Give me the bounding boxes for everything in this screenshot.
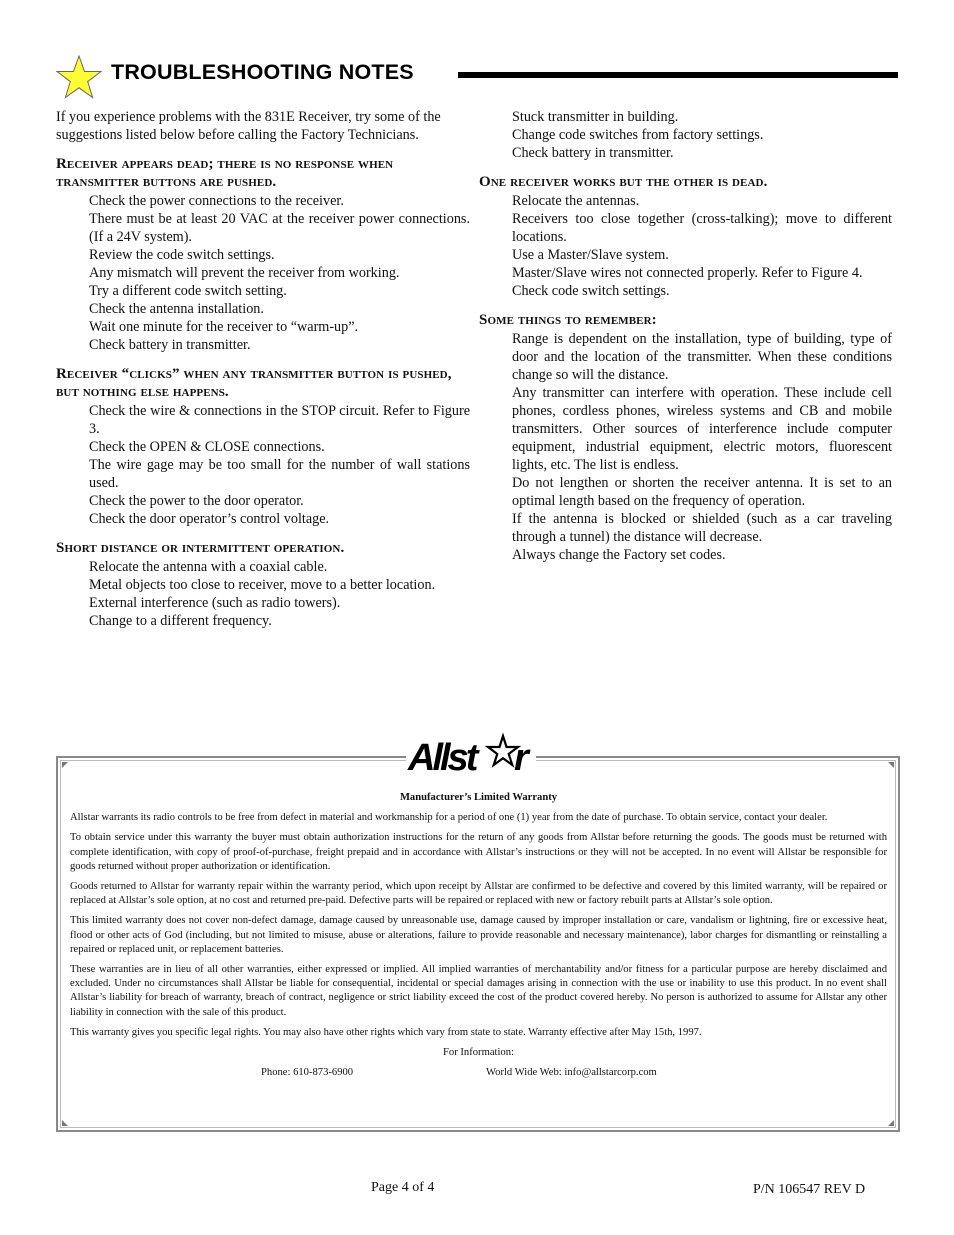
list-item: Check the power to the door operator. [89, 493, 304, 509]
section-receiver-clicks [56, 365, 470, 528]
item-list [479, 330, 892, 564]
warranty-paragraph: Allstar warrants its radio controls to be free from defect in material and workmanship for a period of one (1) year from the date of purchase. To obtain service, contact your dealer. [70, 812, 828, 824]
section-receiver-dead [56, 155, 470, 354]
list-item: Do not lengthen or shorten the receiver antenna. It is set to an optimal length based on the frequency of operation. [512, 475, 892, 509]
corner-mark [888, 762, 894, 768]
phone-number: Phone: 610-873-6900 [261, 1067, 354, 1079]
item-list [479, 108, 892, 162]
list-item: Range is dependent on the installation, type of building, type of door and the location of the transmitter. When these conditions change so will the distance. [512, 331, 892, 383]
left-column [56, 108, 470, 630]
section-one-receiver-dead [479, 173, 892, 300]
list-item: Any transmitter can interfere with operation. These include cell phones, cordless phones, wireless systems and CB and mobile transmitters. Other sources of interference include computer equipment, industrial equipment, electric motors, fluorescent lights, etc. The list is endless. [512, 385, 892, 473]
list-item: Change code switches from factory settings. [512, 127, 764, 143]
list-item: Change to a different frequency. [89, 613, 272, 629]
warranty-box [56, 756, 900, 1132]
warranty-paragraph: This limited warranty does not cover non-defect damage, damage caused by unreasonable use, damage caused by improper installation or care, vandalism or lightning, fire or excessive heat, flood or other acts of God (including, but not limited to misuse, abuse or alterations, failure to provide reasonable and necessary maintenance), labor charges for dismantling or reinstalling a repaired or replaced unit, or replacement batteries. [70, 915, 887, 955]
warranty-paragraph: To obtain service under this warranty the buyer must obtain authorization instructions for the return of any goods from Allstar before returning the goods. The goods must be returned with complete identification, with copy of proof-of-purchase, freight prepaid and in accordance with Allstar’s instructions or they will not be accepted. In no event will Allstar be responsible for goods returned without proper authorization or identification. [70, 832, 887, 872]
list-item: Metal objects too close to receiver, move to a better location. [89, 577, 436, 593]
warranty-title: Manufacturer’s Limited Warranty [399, 792, 558, 803]
list-item: The wire gage may be too small for the number of wall stations used. [89, 457, 470, 491]
list-item: Always change the Factory set codes. [512, 547, 726, 563]
warranty-paragraph: This warranty gives you specific legal rights. You may also have other rights which vary from state to state. Warranty effective after May 15th, 1997. [70, 1026, 702, 1038]
list-item: Check battery in transmitter. [89, 337, 251, 353]
corner-mark [62, 1120, 68, 1126]
list-item: External interference (such as radio towers). [89, 595, 341, 611]
list-item: Check the antenna installation. [89, 301, 264, 317]
section-short-distance [56, 539, 470, 630]
section-title: Receiver appears dead; there is no response when transmitter buttons are pushed. [56, 156, 394, 190]
title-rule [458, 72, 898, 78]
list-item: Review the code switch settings. [89, 247, 275, 263]
item-list [56, 402, 470, 528]
list-item: Check code switch settings. [512, 283, 670, 299]
list-item: There must be at least 20 VAC at the receiver power connections. (If a 24V system). [89, 211, 470, 245]
warranty-paragraph: These warranties are in lieu of all other warranties, either expressed or implied. All implied warranties of merchantability and/or fitness for a particular purpose are hereby disclaimed and excluded. Under no circumstances shall Allstar be liable for consequential, incidental or special damages arising in connection with the use or inability to use this product. In no event shall Allstar’s liability for breach of warranty, breach of contract, negligence or strict liability exceed the cost of the product covered hereby. No person is authorized to assume for Allstar any other liability in connection with the sale of this product. [70, 964, 887, 1018]
corner-mark [888, 1120, 894, 1126]
web-contact: World Wide Web: info@allstarcorp.com [486, 1067, 657, 1079]
section-remember [479, 311, 892, 564]
section-title: Short distance or intermittent operation. [56, 540, 345, 556]
list-item: Try a different code switch setting. [89, 283, 287, 299]
part-number: P/N 106547 REV D [753, 1182, 866, 1197]
warranty-paragraph: Goods returned to Allstar for warranty repair within the warranty period, which upon receipt by Allstar are confirmed to be defective and covered by this limited warranty, will be repaired or replaced at Allstar’s sole option, at no cost and returned pre-paid. Defective parts will be repaired or replaced with new or factory rebuilt parts at Allstar’s sole option. [70, 881, 887, 907]
list-item: Relocate the antenna with a coaxial cable. [89, 559, 328, 575]
section-title: Receiver “clicks” when any transmitter button is pushed, but nothing else happens. [56, 366, 452, 400]
section-title: One receiver works but the other is dead. [479, 174, 768, 190]
allstar-logo [406, 730, 536, 775]
section-title: Some things to remember: [479, 312, 657, 328]
section-continued [479, 108, 892, 162]
list-item: Check battery in transmitter. [512, 145, 674, 161]
right-column [479, 108, 892, 564]
list-item: Check the wire & connections in the STOP circuit. Refer to Figure 3. [89, 403, 470, 437]
item-list [56, 558, 470, 630]
list-item: Check the door operator’s control voltage. [89, 511, 330, 527]
svg-text:Allst: Allst [408, 737, 476, 775]
intro-text: If you experience problems with the 831E Receiver, try some of the suggestions listed below before calling the Factory Technicians. [56, 109, 441, 143]
list-item: Master/Slave wires not connected properly. Refer to Figure 4. [512, 265, 863, 281]
page-title: TROUBLESHOOTING NOTES [111, 60, 414, 84]
list-item: Check the power connections to the receiver. [89, 193, 344, 209]
item-list [56, 192, 470, 354]
list-item: Stuck transmitter in building. [512, 109, 679, 125]
list-item: Use a Master/Slave system. [512, 247, 669, 263]
star-icon [56, 55, 102, 99]
list-item: Receivers too close together (cross-talking); move to different locations. [512, 211, 892, 245]
list-item: Relocate the antennas. [512, 193, 640, 209]
corner-mark [62, 762, 68, 768]
svg-text:r: r [514, 737, 529, 775]
info-label: For Information: [443, 1047, 514, 1059]
warranty-content [70, 791, 887, 1082]
list-item: If the antenna is blocked or shielded (such as a car traveling through a tunnel) the distance will decrease. [512, 511, 892, 545]
page-number: Page 4 of 4 [371, 1180, 435, 1195]
list-item: Wait one minute for the receiver to “warm-up”. [89, 319, 359, 335]
list-item: Any mismatch will prevent the receiver from working. [89, 265, 400, 281]
item-list [479, 192, 892, 300]
contact-row [70, 1066, 887, 1082]
list-item: Check the OPEN & CLOSE connections. [89, 439, 325, 455]
